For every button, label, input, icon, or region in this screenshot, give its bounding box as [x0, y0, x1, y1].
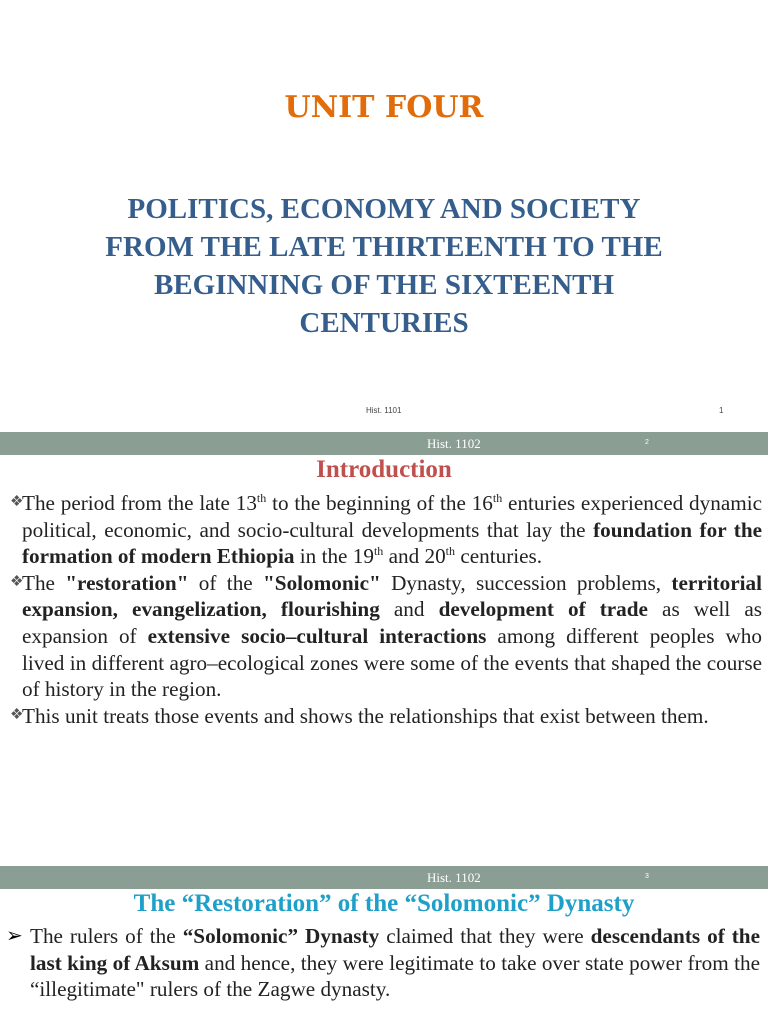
unit-title: UNIT FOUR — [284, 90, 484, 125]
section-title: Introduction — [316, 456, 452, 483]
header-page-number: 3 — [645, 873, 649, 880]
header-course-code: Hist. 1102 — [427, 436, 481, 451]
section-title: The “Restoration” of the “Solomonic” Dynasty — [133, 890, 635, 917]
diamond-bullet-icon: ❖ — [10, 706, 24, 723]
bullet-paragraph: ❖ This unit treats those events and shows the relationships that exist between them. — [10, 703, 709, 728]
slide-header-bar — [0, 866, 768, 889]
diamond-bullet-icon: ❖ — [10, 573, 24, 590]
footer-page-number: 1 — [719, 406, 724, 415]
bullet-paragraph: ❖ The "restoration" of the "Solomonic" Dynasty, succession problems, territorial expansion, evangelization, flourishing and development of trade as well as expansion of extensive socio–cultural interactions among different peoples who lived in different agro–ecological zones were some of the events that shaped the course of history in the region. — [10, 570, 762, 702]
diamond-bullet-icon: ❖ — [10, 494, 24, 510]
header-page-number: 2 — [645, 439, 649, 446]
title-line: POLITICS, ECONOMY AND SOCIETY — [127, 193, 641, 225]
title-slide — [0, 0, 768, 432]
title-line: BEGINNING OF THE SIXTEENTH — [153, 269, 615, 301]
bullet-paragraph: ❖ The period from the late 13th to the beginning of the 16th enturies experienced dynamic political, economic, and socio-cultural developments that lay the foundation for the formation of modern Ethiopia in the 19th and 20th centuries. — [10, 490, 763, 569]
bullet-paragraph: ➢ The rulers of the “Solomonic” Dynasty claimed that they were descendants of the last king of Aksum and hence, they were legitimate to take over state power from the “illegitimate" rulers of the Zagwe dynasty. — [6, 924, 760, 1002]
header-course-code: Hist. 1102 — [427, 870, 481, 885]
slide-body — [6, 923, 760, 1003]
arrow-bullet-icon: ➢ — [6, 925, 23, 947]
introduction-slide — [0, 432, 768, 866]
title-line: CENTURIES — [299, 307, 469, 339]
footer-course-code: Hist. 1101 — [366, 406, 402, 415]
slide-body — [10, 490, 763, 729]
title-line: FROM THE LATE THIRTEENTH TO THE — [105, 231, 663, 263]
restoration-slide — [0, 866, 768, 1024]
slide-title — [30, 190, 738, 342]
slide-header-bar — [0, 432, 768, 455]
